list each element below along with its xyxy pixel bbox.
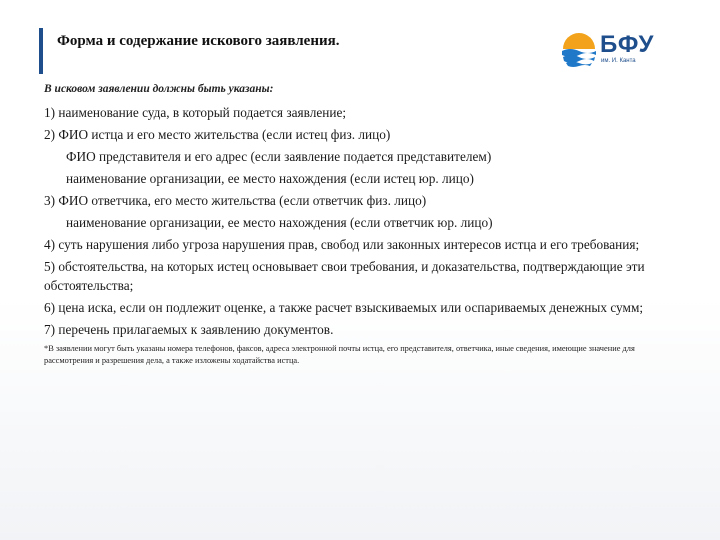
slide-title: Форма и содержание искового заявления. xyxy=(57,33,340,49)
list-item: 3) ФИО ответчика, его место жительства (если ответчик физ. лицо) xyxy=(44,193,427,208)
list-item: 1) наименование суда, в который подается заявление; xyxy=(44,105,347,120)
requirements-list xyxy=(44,103,684,339)
bfu-logo-icon xyxy=(560,30,598,68)
list-item: ФИО представителя и его адрес (если заявление подается представителем) xyxy=(66,149,492,164)
list-item: 5) обстоятельства, на которых истец основывает свои требования, и доказательства, подтверждающие эти обстоятельства; xyxy=(44,259,645,293)
title-accent-bar xyxy=(39,28,43,74)
list-item: наименование организации, ее место нахождения (если истец юр. лицо) xyxy=(66,171,474,186)
footnote: *В заявлении могут быть указаны номера телефонов, факсов, адреса электронной почты истца, его представителя, ответчика, иные сведения, имеющие значение для рассмотрения и разрешения дела, а также изложены ходатайства истца. xyxy=(44,344,635,365)
intro-text: В исковом заявлении должны быть указаны: xyxy=(44,83,274,95)
content xyxy=(44,83,684,366)
list-item: 6) цена иска, если он подлежит оценке, а также расчет взыскиваемых или оспариваемых денежных сумм; xyxy=(44,300,644,315)
list-item: 4) суть нарушения либо угроза нарушения прав, свобод или законных интересов истца и его требования; xyxy=(44,237,640,252)
logo-wordmark: БФУ xyxy=(600,31,655,58)
logo-subtitle: им. И. Канта xyxy=(601,58,636,64)
bfu-logo xyxy=(560,28,690,76)
list-item: 7) перечень прилагаемых к заявлению документов. xyxy=(44,322,334,337)
list-item: наименование организации, ее место нахождения (если ответчик юр. лицо) xyxy=(66,215,493,230)
list-item: 2) ФИО истца и его место жительства (если истец физ. лицо) xyxy=(44,127,391,142)
